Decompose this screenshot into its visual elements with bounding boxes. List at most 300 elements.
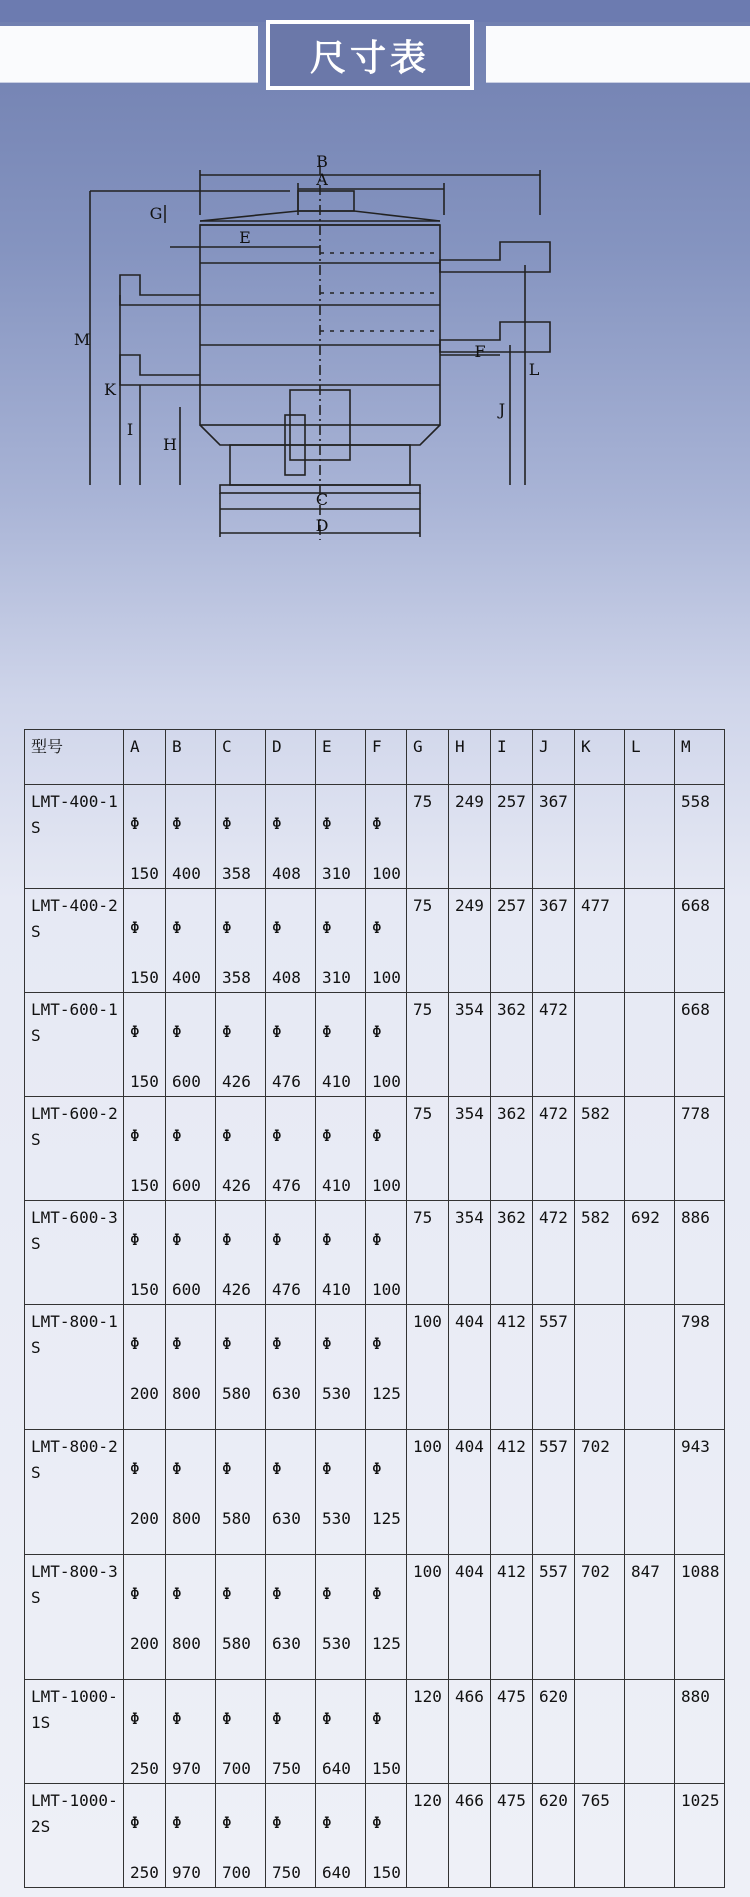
dim-value: 400 [172, 968, 201, 987]
dim-value: 580 [222, 1509, 251, 1528]
model-cell: LMT-600-1S [25, 993, 124, 1097]
header-cell: I [491, 730, 533, 785]
phi-symbol: Φ [130, 1584, 140, 1603]
dim-value: 200 [130, 1509, 159, 1528]
dim-value: 150 [130, 1072, 159, 1091]
dim-cell-i: 362 [491, 1097, 533, 1201]
dim-value: 410 [322, 1176, 351, 1195]
dim-cell-m: 668 [675, 889, 725, 993]
dim-value: 600 [172, 1176, 201, 1195]
dim-value: 200 [130, 1384, 159, 1403]
dim-cell-m: 798 [675, 1305, 725, 1430]
dim-value: 310 [322, 968, 351, 987]
phi-symbol: Φ [372, 1813, 382, 1832]
dim-cell-d [266, 785, 316, 889]
phi-symbol: Φ [322, 814, 332, 833]
label-f: F [474, 342, 486, 361]
dim-cell-m: 943 [675, 1430, 725, 1555]
header-cell: J [533, 730, 575, 785]
dim-cell-l [625, 785, 675, 889]
dim-cell-h: 404 [449, 1305, 491, 1430]
dim-cell-h: 466 [449, 1680, 491, 1784]
dim-value: 125 [372, 1384, 401, 1403]
phi-symbol: Φ [272, 1230, 282, 1249]
header-cell: 型号 [25, 730, 124, 785]
phi-symbol: Φ [172, 1230, 182, 1249]
dim-cell-k: 702 [575, 1430, 625, 1555]
dim-cell-b [166, 1784, 216, 1888]
dim-cell-g: 75 [407, 785, 449, 889]
dim-cell-j: 557 [533, 1555, 575, 1680]
dim-cell-h: 466 [449, 1784, 491, 1888]
dim-cell-a [124, 993, 166, 1097]
phi-symbol: Φ [322, 1459, 332, 1478]
dim-cell-e [316, 1680, 366, 1784]
dim-value: 750 [272, 1863, 301, 1882]
phi-symbol: Φ [322, 1709, 332, 1728]
model-cell: LMT-1000-2S [25, 1784, 124, 1888]
dim-cell-i: 412 [491, 1555, 533, 1680]
dimension-table [24, 729, 725, 1888]
phi-symbol: Φ [130, 1459, 140, 1478]
dim-cell-b [166, 1680, 216, 1784]
dim-value: 800 [172, 1509, 201, 1528]
top-strip [0, 0, 750, 22]
label-d: D [315, 516, 329, 535]
table-row [25, 889, 725, 993]
phi-symbol: Φ [322, 1584, 332, 1603]
phi-symbol: Φ [172, 1584, 182, 1603]
phi-symbol: Φ [372, 814, 382, 833]
dim-cell-i: 362 [491, 993, 533, 1097]
phi-symbol: Φ [372, 1334, 382, 1353]
dim-cell-b [166, 1430, 216, 1555]
dim-cell-g: 100 [407, 1430, 449, 1555]
table-row [25, 1201, 725, 1305]
label-b: B [316, 152, 328, 171]
model-cell: LMT-800-1S [25, 1305, 124, 1430]
dim-cell-c [216, 993, 266, 1097]
dim-value: 150 [372, 1863, 401, 1882]
dim-value: 530 [322, 1509, 351, 1528]
dim-value: 150 [130, 1176, 159, 1195]
dim-cell-j: 557 [533, 1305, 575, 1430]
dim-cell-c [216, 1430, 266, 1555]
dim-value: 530 [322, 1634, 351, 1653]
dim-cell-h: 354 [449, 993, 491, 1097]
dim-value: 408 [272, 968, 301, 987]
dim-value: 630 [272, 1634, 301, 1653]
dim-value: 630 [272, 1384, 301, 1403]
dim-cell-b [166, 889, 216, 993]
dim-cell-g: 75 [407, 1201, 449, 1305]
dim-value: 358 [222, 968, 251, 987]
dim-cell-k: 765 [575, 1784, 625, 1888]
phi-symbol: Φ [322, 1334, 332, 1353]
phi-symbol: Φ [130, 1022, 140, 1041]
dim-cell-l: 692 [625, 1201, 675, 1305]
dim-cell-g: 120 [407, 1680, 449, 1784]
dim-cell-i: 257 [491, 889, 533, 993]
dim-cell-e [316, 785, 366, 889]
dim-cell-m: 778 [675, 1097, 725, 1201]
dim-cell-l [625, 1430, 675, 1555]
dim-cell-c [216, 1555, 266, 1680]
dim-value: 600 [172, 1072, 201, 1091]
dim-value: 580 [222, 1634, 251, 1653]
phi-symbol: Φ [322, 1813, 332, 1832]
model-cell: LMT-800-2S [25, 1430, 124, 1555]
table-row [25, 1430, 725, 1555]
dim-value: 400 [172, 864, 201, 883]
dim-value: 700 [222, 1863, 251, 1882]
dim-value: 426 [222, 1280, 251, 1299]
table-row [25, 785, 725, 889]
dim-cell-a [124, 785, 166, 889]
dim-cell-c [216, 1097, 266, 1201]
dim-cell-f [366, 993, 407, 1097]
phi-symbol: Φ [172, 1709, 182, 1728]
dim-cell-j: 472 [533, 1201, 575, 1305]
dim-cell-f [366, 1305, 407, 1430]
phi-symbol: Φ [322, 1126, 332, 1145]
label-i: I [126, 420, 134, 439]
dim-cell-c [216, 1201, 266, 1305]
dim-cell-m: 1088 [675, 1555, 725, 1680]
phi-symbol: Φ [272, 1709, 282, 1728]
phi-symbol: Φ [372, 1022, 382, 1041]
phi-symbol: Φ [222, 1334, 232, 1353]
phi-symbol: Φ [172, 918, 182, 937]
header-cell: K [575, 730, 625, 785]
dim-cell-h: 354 [449, 1201, 491, 1305]
model-cell: LMT-800-3S [25, 1555, 124, 1680]
title-box [266, 20, 474, 90]
phi-symbol: Φ [272, 1022, 282, 1041]
dim-value: 150 [130, 1280, 159, 1299]
phi-symbol: Φ [222, 1022, 232, 1041]
dim-cell-d [266, 889, 316, 993]
phi-symbol: Φ [272, 918, 282, 937]
dim-value: 970 [172, 1759, 201, 1778]
dim-value: 630 [272, 1509, 301, 1528]
phi-symbol: Φ [130, 1813, 140, 1832]
phi-symbol: Φ [172, 1334, 182, 1353]
dim-value: 100 [372, 968, 401, 987]
phi-symbol: Φ [222, 814, 232, 833]
dim-cell-m: 1025 [675, 1784, 725, 1888]
phi-symbol: Φ [172, 1813, 182, 1832]
label-a: A [316, 170, 328, 189]
dim-value: 100 [372, 1176, 401, 1195]
dim-cell-d [266, 993, 316, 1097]
dim-cell-g: 120 [407, 1784, 449, 1888]
dim-cell-l [625, 889, 675, 993]
header-cell: D [266, 730, 316, 785]
dim-cell-i: 412 [491, 1430, 533, 1555]
phi-symbol: Φ [372, 1709, 382, 1728]
label-m: M [73, 330, 91, 349]
dim-cell-e [316, 889, 366, 993]
dim-cell-f [366, 889, 407, 993]
dim-cell-a [124, 1430, 166, 1555]
dim-cell-k: 582 [575, 1201, 625, 1305]
header-band-right [486, 26, 750, 83]
dim-cell-m: 886 [675, 1201, 725, 1305]
dim-cell-d [266, 1555, 316, 1680]
phi-symbol: Φ [372, 1584, 382, 1603]
dim-cell-i: 257 [491, 785, 533, 889]
dim-cell-j: 472 [533, 1097, 575, 1201]
header-cell: F [366, 730, 407, 785]
phi-symbol: Φ [372, 1459, 382, 1478]
dim-value: 125 [372, 1634, 401, 1653]
phi-symbol: Φ [322, 918, 332, 937]
dim-cell-b [166, 1201, 216, 1305]
dim-cell-h: 354 [449, 1097, 491, 1201]
dim-cell-k [575, 1680, 625, 1784]
phi-symbol: Φ [172, 814, 182, 833]
dim-cell-c [216, 1305, 266, 1430]
dim-cell-g: 100 [407, 1305, 449, 1430]
dim-cell-d [266, 1305, 316, 1430]
phi-symbol: Φ [222, 1459, 232, 1478]
phi-symbol: Φ [372, 918, 382, 937]
dim-cell-b [166, 1305, 216, 1430]
phi-symbol: Φ [272, 814, 282, 833]
dim-cell-d [266, 1201, 316, 1305]
dim-value: 580 [222, 1384, 251, 1403]
header-cell: C [216, 730, 266, 785]
dim-cell-b [166, 993, 216, 1097]
phi-symbol: Φ [222, 1813, 232, 1832]
label-g: G [149, 204, 163, 223]
phi-symbol: Φ [172, 1459, 182, 1478]
dim-cell-l [625, 1305, 675, 1430]
model-cell: LMT-1000-1S [25, 1680, 124, 1784]
dim-cell-l [625, 1097, 675, 1201]
dim-value: 640 [322, 1759, 351, 1778]
phi-symbol: Φ [372, 1230, 382, 1249]
dim-cell-j: 557 [533, 1430, 575, 1555]
phi-symbol: Φ [222, 1709, 232, 1728]
dim-value: 200 [130, 1634, 159, 1653]
dim-cell-k [575, 1305, 625, 1430]
table-row [25, 993, 725, 1097]
dim-value: 530 [322, 1384, 351, 1403]
dim-cell-k [575, 785, 625, 889]
dim-cell-b [166, 1097, 216, 1201]
dim-cell-d [266, 1784, 316, 1888]
dim-cell-f [366, 785, 407, 889]
dim-cell-j: 620 [533, 1784, 575, 1888]
dim-cell-e [316, 1097, 366, 1201]
dim-cell-l: 847 [625, 1555, 675, 1680]
phi-symbol: Φ [130, 918, 140, 937]
table-row [25, 1555, 725, 1680]
dim-cell-a [124, 1097, 166, 1201]
dim-cell-j: 620 [533, 1680, 575, 1784]
dim-value: 100 [372, 1072, 401, 1091]
dim-cell-h: 249 [449, 785, 491, 889]
dim-cell-a [124, 1555, 166, 1680]
model-cell: LMT-600-2S [25, 1097, 124, 1201]
header-cell: A [124, 730, 166, 785]
dim-value: 476 [272, 1176, 301, 1195]
phi-symbol: Φ [322, 1022, 332, 1041]
phi-symbol: Φ [222, 1584, 232, 1603]
dim-cell-i: 362 [491, 1201, 533, 1305]
dim-cell-k: 582 [575, 1097, 625, 1201]
dim-cell-j: 472 [533, 993, 575, 1097]
dim-cell-j: 367 [533, 785, 575, 889]
dim-cell-d [266, 1097, 316, 1201]
dim-cell-i: 475 [491, 1680, 533, 1784]
phi-symbol: Φ [172, 1022, 182, 1041]
dim-value: 800 [172, 1384, 201, 1403]
header-cell: G [407, 730, 449, 785]
dim-cell-m: 558 [675, 785, 725, 889]
table-header-row [25, 730, 725, 785]
phi-symbol: Φ [272, 1126, 282, 1145]
header-cell: E [316, 730, 366, 785]
phi-symbol: Φ [130, 1334, 140, 1353]
dim-value: 800 [172, 1634, 201, 1653]
dim-value: 150 [130, 864, 159, 883]
dim-value: 100 [372, 1280, 401, 1299]
dim-value: 358 [222, 864, 251, 883]
dim-cell-e [316, 1555, 366, 1680]
dim-cell-f [366, 1555, 407, 1680]
phi-symbol: Φ [130, 1230, 140, 1249]
dim-cell-a [124, 1305, 166, 1430]
label-k: K [104, 380, 116, 399]
dim-cell-e [316, 1784, 366, 1888]
dim-value: 476 [272, 1280, 301, 1299]
dim-cell-f [366, 1097, 407, 1201]
dim-value: 700 [222, 1759, 251, 1778]
dim-cell-m: 668 [675, 993, 725, 1097]
dim-value: 150 [372, 1759, 401, 1778]
phi-symbol: Φ [322, 1230, 332, 1249]
dim-cell-c [216, 785, 266, 889]
dim-value: 100 [372, 864, 401, 883]
dim-cell-h: 404 [449, 1430, 491, 1555]
dim-value: 750 [272, 1759, 301, 1778]
dim-value: 410 [322, 1072, 351, 1091]
table-row [25, 1680, 725, 1784]
dim-value: 640 [322, 1863, 351, 1882]
header-cell: B [166, 730, 216, 785]
dim-cell-i: 475 [491, 1784, 533, 1888]
model-cell: LMT-400-1S [25, 785, 124, 889]
phi-symbol: Φ [172, 1126, 182, 1145]
phi-symbol: Φ [272, 1459, 282, 1478]
dim-value: 410 [322, 1280, 351, 1299]
dim-cell-k: 477 [575, 889, 625, 993]
phi-symbol: Φ [130, 1126, 140, 1145]
dim-value: 310 [322, 864, 351, 883]
sieve-dimension-drawing [73, 145, 670, 665]
label-l: L [528, 360, 540, 379]
dim-value: 250 [130, 1863, 159, 1882]
phi-symbol: Φ [272, 1334, 282, 1353]
dim-cell-a [124, 889, 166, 993]
table-row [25, 1097, 725, 1201]
dim-cell-a [124, 1201, 166, 1305]
dim-cell-c [216, 889, 266, 993]
dim-cell-h: 404 [449, 1555, 491, 1680]
phi-symbol: Φ [222, 1230, 232, 1249]
dim-cell-c [216, 1680, 266, 1784]
dim-cell-f [366, 1430, 407, 1555]
dim-cell-l [625, 1784, 675, 1888]
dim-cell-e [316, 1430, 366, 1555]
dim-value: 408 [272, 864, 301, 883]
dim-value: 426 [222, 1072, 251, 1091]
phi-symbol: Φ [272, 1584, 282, 1603]
dim-cell-a [124, 1784, 166, 1888]
label-c: C [315, 490, 329, 509]
header-cell: L [625, 730, 675, 785]
dim-cell-e [316, 1305, 366, 1430]
dim-cell-d [266, 1680, 316, 1784]
phi-symbol: Φ [130, 1709, 140, 1728]
dim-cell-k: 702 [575, 1555, 625, 1680]
dim-cell-m: 880 [675, 1680, 725, 1784]
table-row [25, 1784, 725, 1888]
dim-cell-f [366, 1201, 407, 1305]
page-title: 尺寸表 [270, 24, 470, 86]
dim-cell-j: 367 [533, 889, 575, 993]
model-cell: LMT-400-2S [25, 889, 124, 993]
dim-value: 600 [172, 1280, 201, 1299]
dim-cell-g: 75 [407, 1097, 449, 1201]
model-cell: LMT-600-3S [25, 1201, 124, 1305]
dim-cell-b [166, 785, 216, 889]
dim-cell-l [625, 993, 675, 1097]
dim-cell-f [366, 1784, 407, 1888]
dim-value: 125 [372, 1509, 401, 1528]
phi-symbol: Φ [272, 1813, 282, 1832]
dim-value: 970 [172, 1863, 201, 1882]
dim-cell-e [316, 1201, 366, 1305]
dim-cell-h: 249 [449, 889, 491, 993]
phi-symbol: Φ [222, 918, 232, 937]
dim-value: 426 [222, 1176, 251, 1195]
dim-value: 150 [130, 968, 159, 987]
dim-cell-g: 75 [407, 993, 449, 1097]
label-j: J [498, 400, 506, 419]
dim-cell-g: 75 [407, 889, 449, 993]
dim-cell-a [124, 1680, 166, 1784]
dim-cell-c [216, 1784, 266, 1888]
label-h: H [163, 435, 177, 454]
phi-symbol: Φ [222, 1126, 232, 1145]
dim-cell-g: 100 [407, 1555, 449, 1680]
header-cell: H [449, 730, 491, 785]
dim-cell-f [366, 1680, 407, 1784]
dim-value: 476 [272, 1072, 301, 1091]
dim-cell-l [625, 1680, 675, 1784]
dim-value: 250 [130, 1759, 159, 1778]
dim-cell-i: 412 [491, 1305, 533, 1430]
dim-cell-e [316, 993, 366, 1097]
table-row [25, 1305, 725, 1430]
phi-symbol: Φ [130, 814, 140, 833]
header-band-left [0, 26, 258, 83]
label-e: E [239, 228, 251, 247]
